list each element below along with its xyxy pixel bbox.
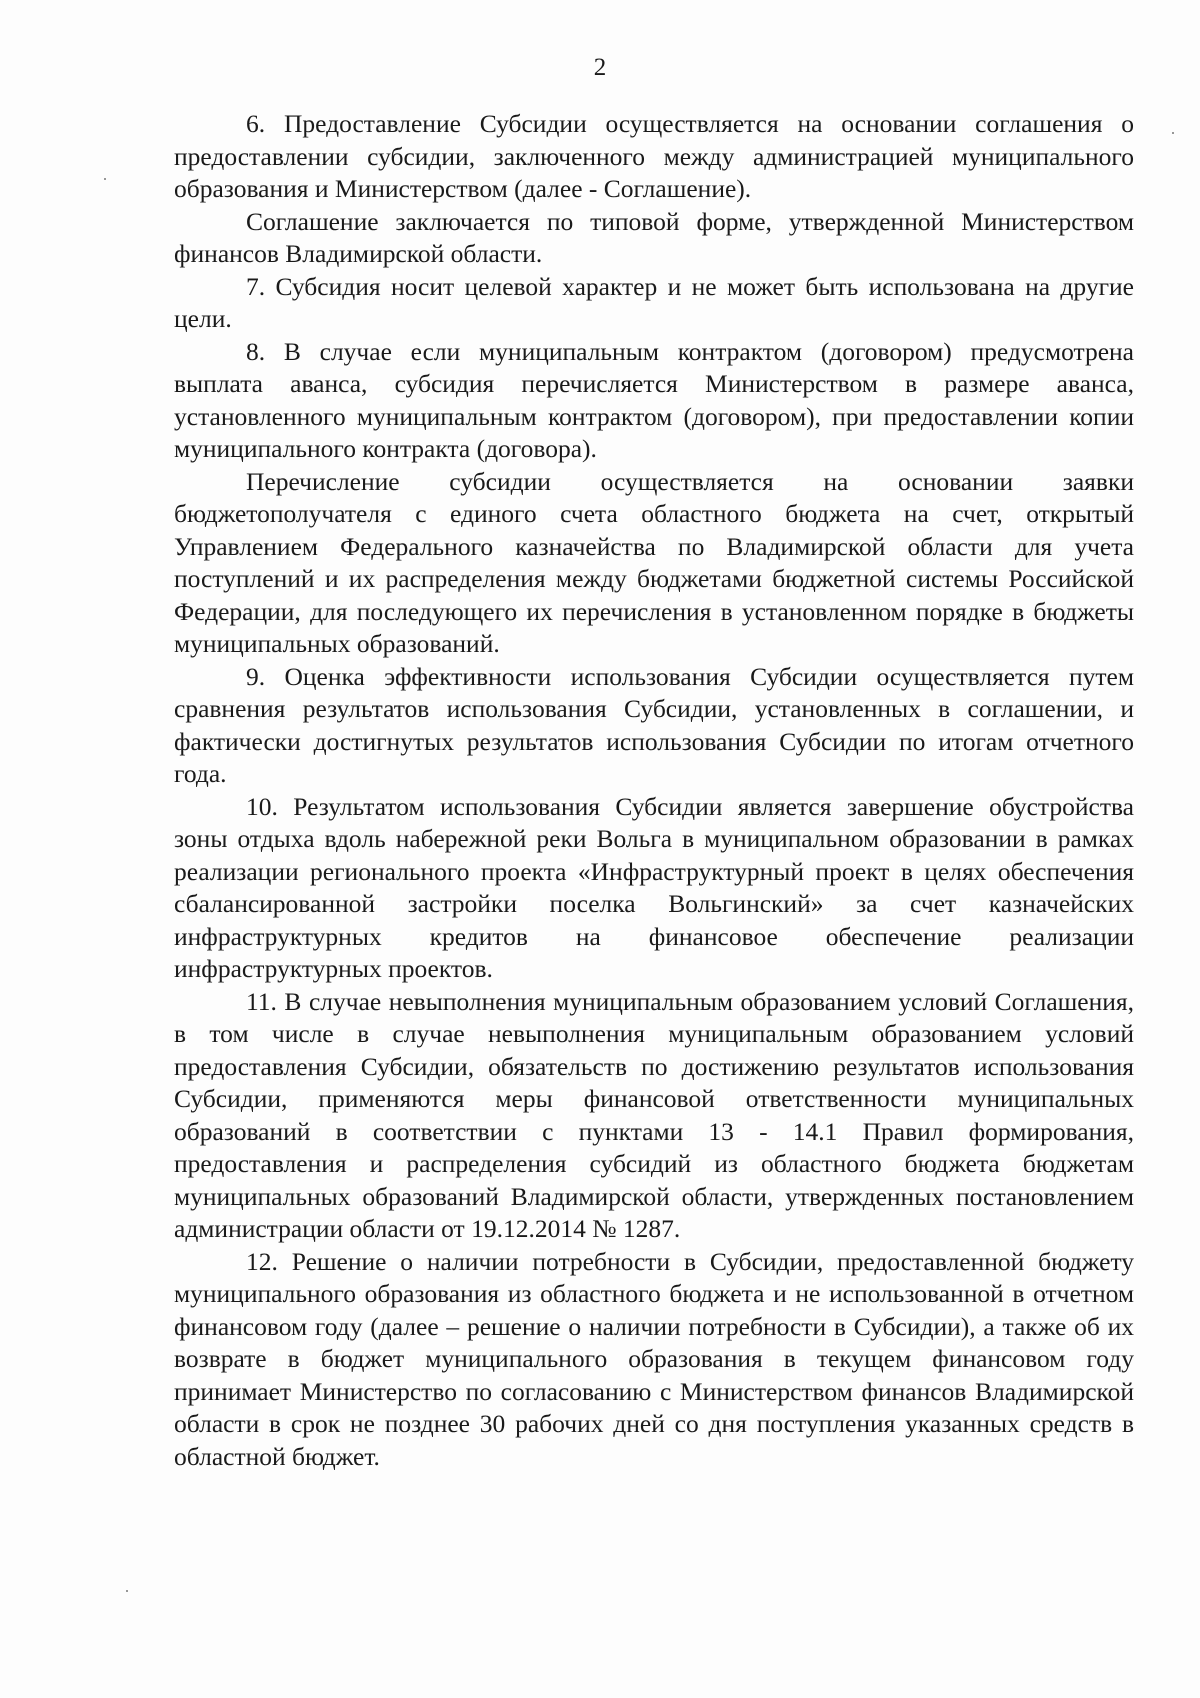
paragraph-8: 8. В случае если муниципальным контрактом (договором) предусмотрена выплата аванса, субсидия перечисляется Министерством в размере аванса, установленного муниципальным контрактом (договором), при предоставлении копии муниципального контракта (договора).: [174, 336, 1134, 463]
paragraph-6: 6. Предоставление Субсидии осуществляется на основании соглашения о предоставлении субсидии, заключенного между администрацией муниципального образования и Министерством (далее - Соглашение).: [174, 109, 1134, 203]
paragraph-9: 9. Оценка эффективности использования Субсидии осуществляется путем сравнения результатов использования Субсидии, установленных в соглашении, и фактически достигнутых результатов использования Субсидии по итогам отчетного года.: [174, 661, 1134, 788]
paragraph-10: 10. Результатом использования Субсидии является завершение обустройства зоны отдыха вдоль набережной реки Вольга в муниципальном образовании в рамках реализации регионального проекта «Инфраструктурный проект в целях обеспечения сбалансированной застройки поселка Вольгинский» за счет казначейских инфраструктурных кредитов на финансовое обеспечение реализации инфраструктурных проектов.: [174, 791, 1134, 983]
paragraph-8-transfer: Перечисление субсидии осуществляется на основании заявки бюджетополучателя с единого счета областного бюджета на счет, открытый Управлением Федерального казначейства по Владимирской области для учета поступлений и их распределения между бюджетами бюджетной системы Российской Федерации, для последующего их перечисления в установленном порядке в бюджеты муниципальных образований.: [174, 466, 1134, 658]
scan-speck: [104, 178, 106, 180]
scan-speck: [1172, 132, 1174, 134]
paragraph-12: 12. Решение о наличии потребности в Субсидии, предоставленной бюджету муниципального образования из областного бюджета и не использованной в отчетном финансовом году (далее – решение о наличии потребности в Субсидии), а также об их возврате в бюджет муниципального образования в текущем финансовом году принимает Министерство по согласованию с Министерством финансов Владимирской области в срок не позднее 30 рабочих дней со дня поступления указанных средств в областной бюджет.: [174, 1246, 1134, 1471]
page-number: 2: [593, 54, 607, 81]
document-body: [174, 108, 1134, 1473]
paragraph-11: 11. В случае невыполнения муниципальным образованием условий Соглашения, в том числе в случае невыполнения муниципальным образованием условий предоставления Субсидии, обязательств по достижению результатов использования Субсидии, применяются меры финансовой ответственности муниципальных образований в соответствии с пунктами 13 - 14.1 Правил формирования, предоставления и распределения субсидий из областного бюджета бюджетам муниципальных образований Владимирской области, утвержденных постановлением администрации области от 19.12.2014 № 1287.: [174, 986, 1134, 1243]
paragraph-6-agreement-form: Соглашение заключается по типовой форме, утвержденной Министерством финансов Владимирской области.: [174, 206, 1134, 268]
scan-speck: [126, 1590, 128, 1592]
paragraph-7: 7. Субсидия носит целевой характер и не может быть использована на другие цели.: [174, 271, 1134, 333]
